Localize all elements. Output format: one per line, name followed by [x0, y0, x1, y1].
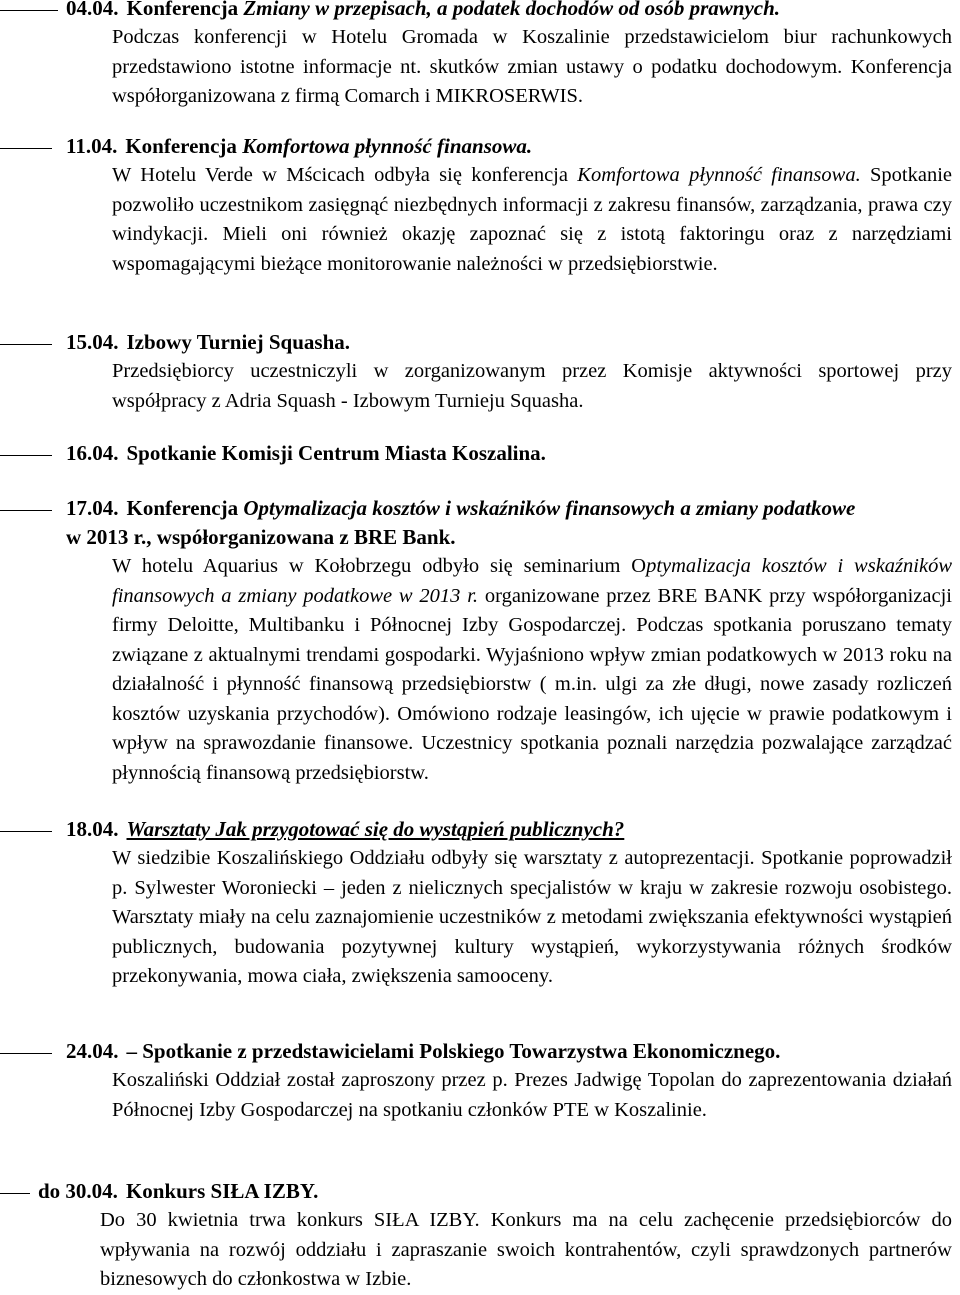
entry-heading: [66, 494, 855, 523]
entry-heading-line2: w 2013 r., współorganizowana z BRE Bank.: [66, 525, 456, 549]
entry-date: 18.04.: [66, 817, 119, 841]
entry-title-italic-underlined: Warsztaty Jak przygotować się do wystąpień publicznych?: [126, 817, 625, 841]
entry-date: 17.04.: [66, 496, 119, 520]
entry-title: Konferencja: [125, 134, 243, 158]
desc-text-italic: Komfortowa płynność finansowa.: [577, 164, 861, 186]
dash-marker: [0, 1193, 30, 1194]
entry-description: Podczas konferencji w Hotelu Gromada w Koszalinie przedstawicielom biur rachunkowych przedstawiono istotne informacje nt. skutków zmian ustawy o podatku dochodowym. Konferencja współorganizowana z firmą Comarch i MIKROSERWIS.: [112, 26, 952, 107]
desc-text: organizowane przez BRE BANK przy współorganizacji firmy Deloitte, Multibanku i Północnej Izby Gospodarczej. Podczas spotkania poruszano tematy związane z aktualnymi trendami gospodarki. Wyjaśniono wpływ zmian podatkowych w 2013 roku na działalność i płynność finansową przedsiębiorstw ( m.in. ulgi za złe długi, nowe zasady rozliczeń kosztów uzyskania przychodów). Omówiono rodzaje leasingów, ich ujęcie w prawie podatkowym i wpływ na sprawozdanie finansowe. Uczestnicy spotkania poznali narzędzia pozwalające zarządzać płynnością finansową przedsiębiorstw.: [112, 584, 952, 784]
dash-marker: [0, 344, 52, 345]
entry-heading: [66, 1037, 780, 1066]
entry-description: Do 30 kwietnia trwa konkurs SIŁA IZBY. Konkurs ma na celu zachęcenie przedsiębiorców do wpływania na rozwój oddziału i zapraszanie swoich kontrahentów, czyli sprawdzonych partnerów biznesowych do członkostwa w Izbie.: [100, 1209, 952, 1290]
entry-date: 04.04.: [66, 0, 119, 20]
desc-text: Spotkanie pozwoliło uczestnikom zasięgnąć niezbędnych informacji z zakresu finansów, zarządzania, prawa czy windykacji. Mieli oni również okazję zapoznać się z istotą faktoringu oraz z narzędziami wspomagającymi bieżące monitorowanie należności w przedsiębiorstwie.: [112, 164, 952, 275]
entry-title: Izbowy Turniej Squasha.: [126, 330, 351, 354]
entry-date: 11.04.: [66, 134, 118, 158]
entry-date: do 30.04.: [38, 1179, 118, 1203]
entry-description: [112, 161, 952, 279]
dash-marker: [0, 1053, 52, 1054]
entry-title-italic: Komfortowa płynność finansowa.: [242, 134, 533, 158]
entry-description: [112, 552, 952, 788]
entry-description: W siedzibie Koszalińskiego Oddziału odbyły się warsztaty z autoprezentacji. Spotkanie poprowadził p. Sylwester Woroniecki – jeden z nielicznych specjalistów w kraju w zakresie rozwoju osobistego. Warsztaty miały na celu zaznajomienie uczestników z metodami zwiększania efektywności wystąpień publicznych, budowania pozytywnej kultury wystąpień, wykorzystywania różnych środków przekonywania, mowa ciała, zwiększenia samooceny.: [112, 847, 952, 987]
entry-date: 15.04.: [66, 330, 119, 354]
entry-date: 16.04.: [66, 441, 119, 465]
entry-heading: [66, 328, 350, 357]
entry-title: Konkurs SIŁA IZBY.: [125, 1179, 319, 1203]
entry-description: Koszaliński Oddział został zaproszony przez p. Prezes Jadwigę Topolan do zaprezentowania działań Północnej Izby Gospodarczej na spotkaniu członków PTE w Koszalinie.: [112, 1069, 952, 1121]
entry-title: Konferencja: [126, 0, 244, 20]
entry-heading: [66, 132, 532, 161]
entry-title: – Spotkanie z przedstawicielami Polskiego Towarzystwa Ekonomicznego.: [126, 1039, 781, 1063]
dash-marker: [0, 510, 52, 511]
entry-title: Konferencja: [126, 496, 244, 520]
entry-description: Przedsiębiorcy uczestniczyli w zorganizowanym przez Komisje aktywności sportowej przy współpracy z Adria Squash - Izbowym Turnieju Squasha.: [112, 360, 952, 412]
entry-date: 24.04.: [66, 1039, 119, 1063]
dash-marker: [0, 148, 52, 149]
desc-text-italic: ptymalizacja kosztów i wskaźników finansowych a zmiany podatkowe w 2013 r.: [112, 555, 952, 607]
entry-heading: [66, 439, 546, 468]
entry-title-italic: Zmiany w przepisach, a podatek dochodów od osób prawnych.: [243, 0, 781, 20]
desc-text: W Hotelu Verde w Mścicach odbyła się konferencja: [112, 164, 578, 186]
entry-heading: [66, 815, 624, 844]
dash-marker: [0, 10, 58, 11]
desc-text: W hotelu Aquarius w Kołobrzegu odbyło się seminarium O: [112, 555, 647, 577]
entry-heading: [66, 0, 780, 23]
dash-marker: [0, 455, 52, 456]
entry-title-italic: Optymalizacja kosztów i wskaźników finansowych a zmiany podatkowe: [243, 496, 856, 520]
dash-marker: [0, 831, 52, 832]
entry-heading: [38, 1177, 318, 1206]
entry-title: Spotkanie Komisji Centrum Miasta Koszalina.: [126, 441, 546, 465]
